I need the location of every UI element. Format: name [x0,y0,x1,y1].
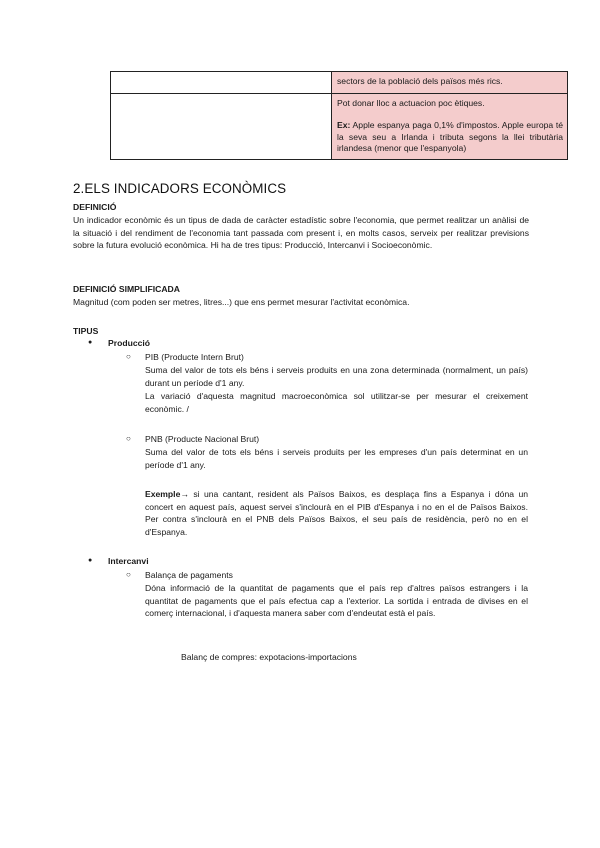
section-heading: 2.ELS INDICADORS ECONÒMICS [73,181,287,196]
table-row [111,72,568,94]
list-item-produccio [88,337,150,350]
cell-text: sectors de la població dels països més rics. [337,76,503,86]
exemple-text: si una cantant, resident als Països Baixos, es desplaça fins a Espanya i dóna un concert en aquest país, aquest servei s'inclourà en el PIB d'Espanya i no en el de Països Baixos. Per contra s'inclourà en el PNB dels Països Baixos, el seu país de residència, però no en el d'Espanya. [145,489,528,538]
table-cell [332,94,568,160]
sub-item-pib [126,351,244,364]
definicio-label: DEFINICIÓ [73,202,117,212]
simplificada-label: DEFINICIÓ SIMPLIFICADA [73,284,180,294]
simplificada-text: Magnitud (com poden ser metres, litres...) que ens permet mesurar l'activitat econòmica. [73,297,410,307]
pib-text-1: Suma del valor de tots els béns i serveis produits en una zona determinada (normalment, un país) durant un període d'1 any. [145,365,528,388]
exemple-label: Exemple→ [145,489,189,499]
pib-text-2: La variació d'aquesta magnitud macroeconòmica sol utilitzar-se per mesurar el creixement econòmic. / [145,391,528,414]
intercanvi-label: Intercanvi [108,556,149,566]
bullet-icon: ● [88,339,93,346]
balanca-text: Dóna informació de la quantitat de pagaments que el país rep d'altres països estrangers i la quantitat de pagaments que el país efectua cap a l'exterior. La sortida i entrada de divises en el comerç internacional, i d'aquesta manera saber com d'endeutat està el país. [145,583,528,619]
cell-example [337,120,563,154]
table-cell-empty [111,72,332,94]
circle-bullet-icon: ○ [126,352,131,361]
pnb-text: Suma del valor de tots els béns i serveis produits per les empreses d'un país determinat en un període d'1 any. [145,447,528,470]
sub-item-pnb [126,433,259,446]
example-label: Ex: [337,120,351,131]
balanca-title: Balança de pagaments [145,570,233,580]
pnb-title: PNB (Producte Nacional Brut) [145,434,260,444]
compres-line: Balanç de compres: expotacions-importacions [181,652,357,662]
tipus-label: TIPUS [73,326,99,336]
definicio-text: Un indicador econòmic és un tipus de dada de caràcter estadístic sobre l'economia, que permet realitzar un anàlisi de la situació i del rendiment de l'economia tant passada com present i, en molts casos, serveix per realitzar previsions sobre la futura evolució econòmica. Hi ha de tres tipus: Producció, Intercanvi i Socioeconòmic. [73,215,529,251]
table-row [111,94,568,160]
pib-title: PIB (Producte Intern Brut) [145,352,244,362]
list-item-intercanvi [88,555,149,568]
cell-text: Pot donar lloc a actuacion poc ètiques. [337,98,485,108]
bullet-icon: ● [88,557,93,564]
table-cell-empty [111,94,332,160]
circle-bullet-icon: ○ [126,570,131,579]
example-text: Apple espanya paga 0,1% d'impostos. Apple europa té la seva seu a Irlanda i tributa segons la llei tributària irlandesa (menor que l'espanyola) [337,120,563,154]
circle-bullet-icon: ○ [126,434,131,443]
sub-item-balanca [126,569,233,582]
produccio-label: Producció [108,338,151,348]
table-cell [332,72,568,94]
exemple-paragraph [145,488,528,539]
comparison-table [110,71,568,160]
